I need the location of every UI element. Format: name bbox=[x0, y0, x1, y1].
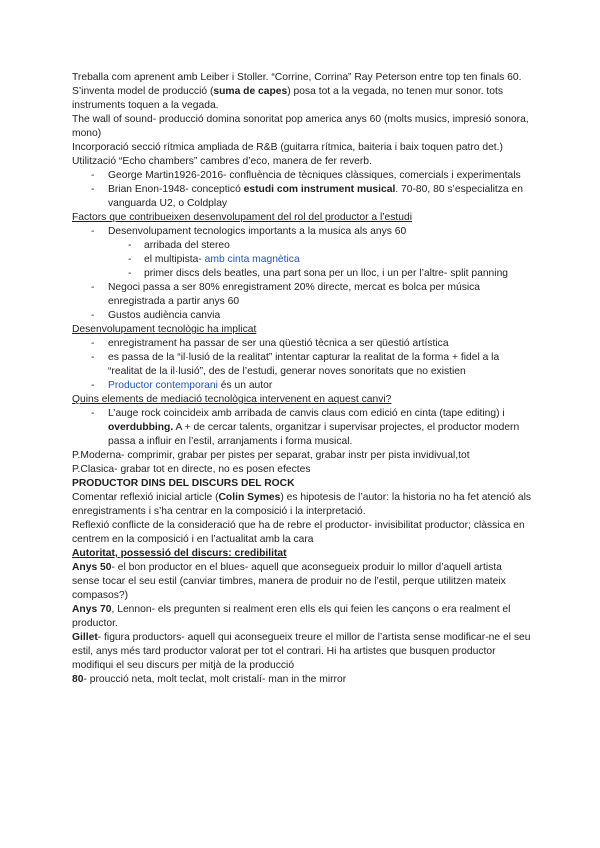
list-text: Negoci passa a ser 80% enregistrament 20% directe, mercat es bolca per música enregistrada a partir anys 60 bbox=[108, 282, 481, 307]
list-item bbox=[72, 225, 532, 239]
text: Comentar reflexió inicial article ( bbox=[72, 492, 219, 503]
paragraph: Treballa com aprenent amb Leiber i Stoller. “Corrine, Corrina” Ray Peterson entre top ten finals 60. bbox=[72, 72, 522, 83]
list-item bbox=[72, 169, 532, 183]
list-text: és un autor bbox=[217, 380, 273, 391]
bullet-dash: - bbox=[91, 310, 95, 321]
text: S’inventa model de producció ( bbox=[72, 86, 214, 97]
list-text: enregistrament ha passar de ser una qüestió tècnica a ser qüestió artística bbox=[108, 338, 449, 349]
list-text: George Martin1926-2016- confluència de tècniques clàssiques, comercials i experimentals bbox=[108, 170, 521, 181]
bullet-dash: - bbox=[128, 268, 132, 279]
text: ) es hipotesis de l’autor: la historia no ha fet atenció als enregistraments i s’ha centrar en la composició i la interpretació. bbox=[72, 492, 532, 517]
list-item bbox=[72, 183, 532, 211]
bold-text: Anys 50 bbox=[72, 562, 112, 573]
section-heading: Factors que contribueixen desenvolupament del rol del productor a l’estudi bbox=[72, 212, 412, 223]
bullet-dash: - bbox=[91, 408, 95, 419]
paragraph bbox=[72, 85, 532, 113]
section-title: PRODUCTOR DINS DEL DISCURS DEL ROCK bbox=[72, 478, 295, 489]
list-text: . 70-80, 80 s’especialitza en vanguarda U2, o Coldplay bbox=[108, 184, 523, 209]
paragraph bbox=[72, 673, 532, 687]
bold-text: Colin Symes bbox=[218, 492, 281, 503]
text: , Lennon- els pregunten si realment eren ells els qui feien les cançons o era realment el productor. bbox=[72, 604, 511, 629]
text: ) posa tot a la vegada, no tenen mur sonor. tots instruments toquen a la vegada. bbox=[72, 86, 504, 111]
bullet-dash: - bbox=[91, 380, 95, 391]
document-body bbox=[72, 71, 532, 687]
list-item bbox=[72, 351, 532, 379]
bold-text: Anys 70 bbox=[72, 604, 112, 615]
text: - proucció neta, molt teclat, molt cristalí- man in the mirror bbox=[83, 674, 347, 685]
sub-list-item bbox=[72, 253, 532, 267]
paragraph bbox=[72, 491, 532, 519]
paragraph: P.Moderna- comprimir, grabar per pistes per separat, grabar instr per pista invidivual,tot bbox=[72, 450, 470, 461]
list-text: es passa de la “il·lusió de la realitat” intentar capturar la realitat de la forma + fidel a la “realitat de la il·lusió”, des de l’estudi, generar noves sonoritats que no existien bbox=[108, 352, 500, 377]
bullet-dash: - bbox=[128, 254, 132, 265]
list-text: arribada del stereo bbox=[144, 240, 230, 251]
bullet-dash: - bbox=[91, 184, 95, 195]
paragraph: The wall of sound- producció domina sonoritat pop america anys 60 (molts musics, impresió sonora, mono) bbox=[72, 114, 529, 139]
section-heading: Quins elements de mediació tecnològica intervenent en aquest canvi? bbox=[72, 394, 392, 405]
paragraph bbox=[72, 603, 532, 631]
section-heading: Autoritat, possessió del discurs: credibilitat bbox=[72, 548, 287, 559]
bullet-dash: - bbox=[91, 226, 95, 237]
bullet-dash: - bbox=[91, 282, 95, 293]
bullet-dash: - bbox=[128, 240, 132, 251]
list-text: primer discs dels beatles, una part sona per un lloc, i un per l’altre- split panning bbox=[144, 268, 509, 279]
paragraph bbox=[72, 631, 532, 673]
paragraph: Reflexió conflicte de la consideració que ha de rebre el productor- invisibilitat productor; clàssica en centrem en la composició i en l’actualitat amb la cara bbox=[72, 520, 525, 545]
list-item bbox=[72, 379, 532, 393]
bullet-dash: - bbox=[91, 170, 95, 181]
sub-list-item bbox=[72, 239, 532, 253]
highlight-text: amb cinta magnètica bbox=[204, 254, 300, 265]
paragraph bbox=[72, 561, 532, 603]
bold-text: overdubbing. bbox=[108, 422, 174, 433]
bullet-dash: - bbox=[91, 338, 95, 349]
bullet-dash: - bbox=[91, 352, 95, 363]
list-item bbox=[72, 281, 532, 309]
paragraph: P.Clasica- grabar tot en directe, no es posen efectes bbox=[72, 464, 311, 475]
list-item bbox=[72, 337, 532, 351]
list-text: Desenvolupament tecnologics importants a la musica als anys 60 bbox=[108, 226, 407, 237]
text: - figura productors- aquell qui aconsegueix treure el millor de l’artista sense modificar-ne el seu estil, anys més tard productor valorat per tot el contrari. Hi ha artistes que busquen productor modifiqui el seu discurs per mitjà de la producció bbox=[72, 632, 531, 671]
list-text: el multipista- bbox=[144, 254, 205, 265]
list-text: A + de cercar talents, organitzar i supervisar projectes, el productor modern passa a influir en l’estil, arranjaments i forma musical. bbox=[108, 422, 520, 447]
list-text: Gustos audiència canvia bbox=[108, 310, 221, 321]
bold-text: suma de capes bbox=[213, 86, 288, 97]
list-item bbox=[72, 407, 532, 449]
highlight-text: Productor contemporani bbox=[108, 380, 218, 391]
bold-text: estudi com instrument musical bbox=[243, 184, 396, 195]
paragraph: Incorporació secció rítmica ampliada de R&B (guitarra rítmica, baiteria i baix toquen patro det.) Utilització “Echo chambers” cambres d’eco, manera de fer reverb. bbox=[72, 142, 503, 167]
sub-list-item bbox=[72, 267, 532, 281]
bold-text: Gillet bbox=[72, 632, 98, 643]
list-item bbox=[72, 309, 532, 323]
section-heading: Desenvolupament tecnològic ha implicat bbox=[72, 324, 257, 335]
list-text: Brian Enon-1948- concepticó bbox=[108, 184, 244, 195]
list-text: L’auge rock coincideix amb arribada de canvis claus com edició en cinta (tape editing) i bbox=[108, 408, 505, 419]
bold-text: 80 bbox=[72, 674, 84, 685]
text: - el bon productor en el blues- aquell que aconsegueix produir lo millor d’aquell artista sense tocar el seu estil (canviar timbres, manera de produir no de l’estil, perque utilitzen mateix compasos?) bbox=[72, 562, 506, 601]
